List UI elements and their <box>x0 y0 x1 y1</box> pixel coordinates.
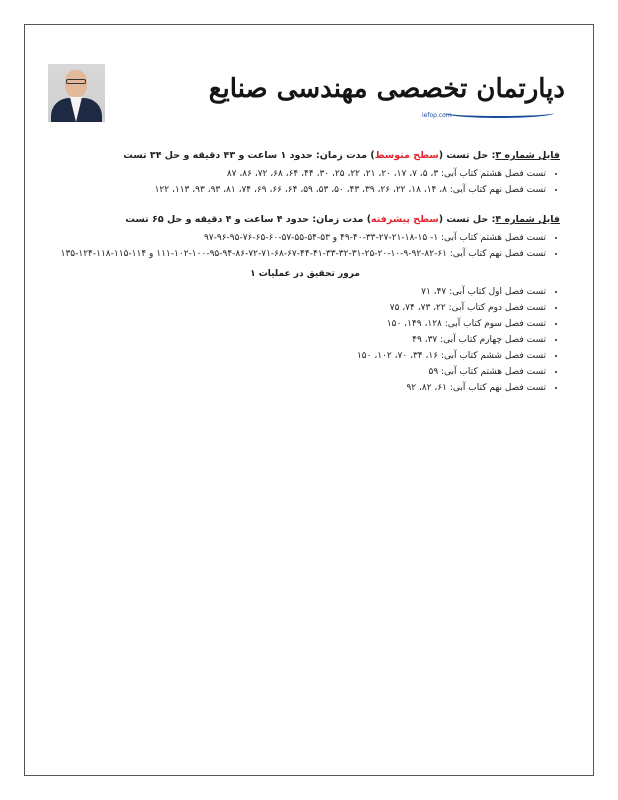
list-item: • تست فصل سوم کتاب آبی: ۱۲۸، ۱۴۹، ۱۵۰ <box>60 316 546 332</box>
file4-level: سطح پیشرفته <box>371 214 439 225</box>
file3-list <box>60 166 560 198</box>
author-photo <box>48 64 105 122</box>
list-item: • تست فصل نهم کتاب آبی: ۸، ۱۴، ۱۸، ۲۲، ۲۶، ۳۹، ۴۳، ۵۰، ۵۳، ۵۹، ۶۴، ۶۶، ۶۹، ۷۴، ۸۱، ۹۳، ۹۳، ۱۱۳، ۱۲۲ <box>60 182 546 198</box>
list-item: • تست فصل هشتم کتاب آبی: ۱- ۱۵-۱۸-۲۱-۲۷-۳۳-۴۰-۴۹ و ۵۳-۵۴-۵۵-۵۷-۶۰-۶۵-۷۶-۹۵-۹۶-۹۷ <box>40 230 546 246</box>
department-logo <box>208 68 565 126</box>
review-heading: مرور تحقیق در عملیات ۱ <box>250 269 360 279</box>
file3-heading <box>60 148 560 164</box>
review-list <box>60 284 560 396</box>
file4-list <box>40 230 560 262</box>
list-item: • تست فصل هشتم کتاب آبی: ۳، ۵، ۷، ۱۷، ۲۰، ۲۱، ۲۲، ۲۵، ۳۰، ۴۴، ۶۴، ۶۸، ۷۲، ۸۶، ۸۷ <box>60 166 546 182</box>
page-border <box>24 24 594 776</box>
logo-swoosh <box>444 108 554 118</box>
list-item: • تست فصل دوم کتاب آبی: ۲۲، ۷۳، ۷۴، ۷۵ <box>60 300 546 316</box>
document-body <box>60 148 560 396</box>
file3-level: سطح متوسط <box>374 150 439 161</box>
list-item: • تست فصل اول کتاب آبی: ۴۷، ۷۱ <box>60 284 546 300</box>
list-item: • تست فصل ششم کتاب آبی: ۱۶، ۳۴، ۷۰، ۱۰۲، ۱۵۰ <box>60 348 546 364</box>
file3-title-end: ) مدت زمان: حدود ۱ ساعت و ۴۳ دقیقه و حل ۳۴ تست <box>123 150 375 161</box>
photo-glasses <box>66 79 86 84</box>
file4-title-prefix: فایل شماره ۴ <box>495 214 560 225</box>
list-item: • تست فصل نهم کتاب آبی: ۶۱-۸۲-۹۲-۹-۱۰-۲۰-۲۵-۳۱-۳۲-۳۳-۴۱-۴۴-۶۷-۶۸-۷۱-۷۲-۸۶-۹۴-۹۵-۱۰۰-۱۰۲-۱۱۱ و ۱۱۴-۱۱۵-۱۱۸-۱۲۴-۱۳۵ <box>40 246 546 262</box>
file4-heading <box>60 212 560 228</box>
file3-title-mid: : حل تست ( <box>438 150 496 161</box>
logo-brand: دپارتمان تخصصی مهندسی صنایع <box>208 74 565 104</box>
file4-title-mid: : حل تست ( <box>438 214 496 225</box>
file4-title-end: ) مدت زمان: حدود ۴ ساعت و ۴ دقیقه و حل ۶۵ تست <box>125 214 372 225</box>
list-item: • تست فصل نهم کتاب آبی: ۶۱، ۸۲، ۹۲ <box>60 380 546 396</box>
list-item: • تست فصل چهارم کتاب آبی: ۳۷، ۴۹ <box>60 332 546 348</box>
logo-url: iefop.com <box>422 112 452 119</box>
list-item: • تست فصل هشتم کتاب آبی: ۵۹ <box>60 364 546 380</box>
file3-title-prefix: فایل شماره ۳ <box>495 150 560 161</box>
